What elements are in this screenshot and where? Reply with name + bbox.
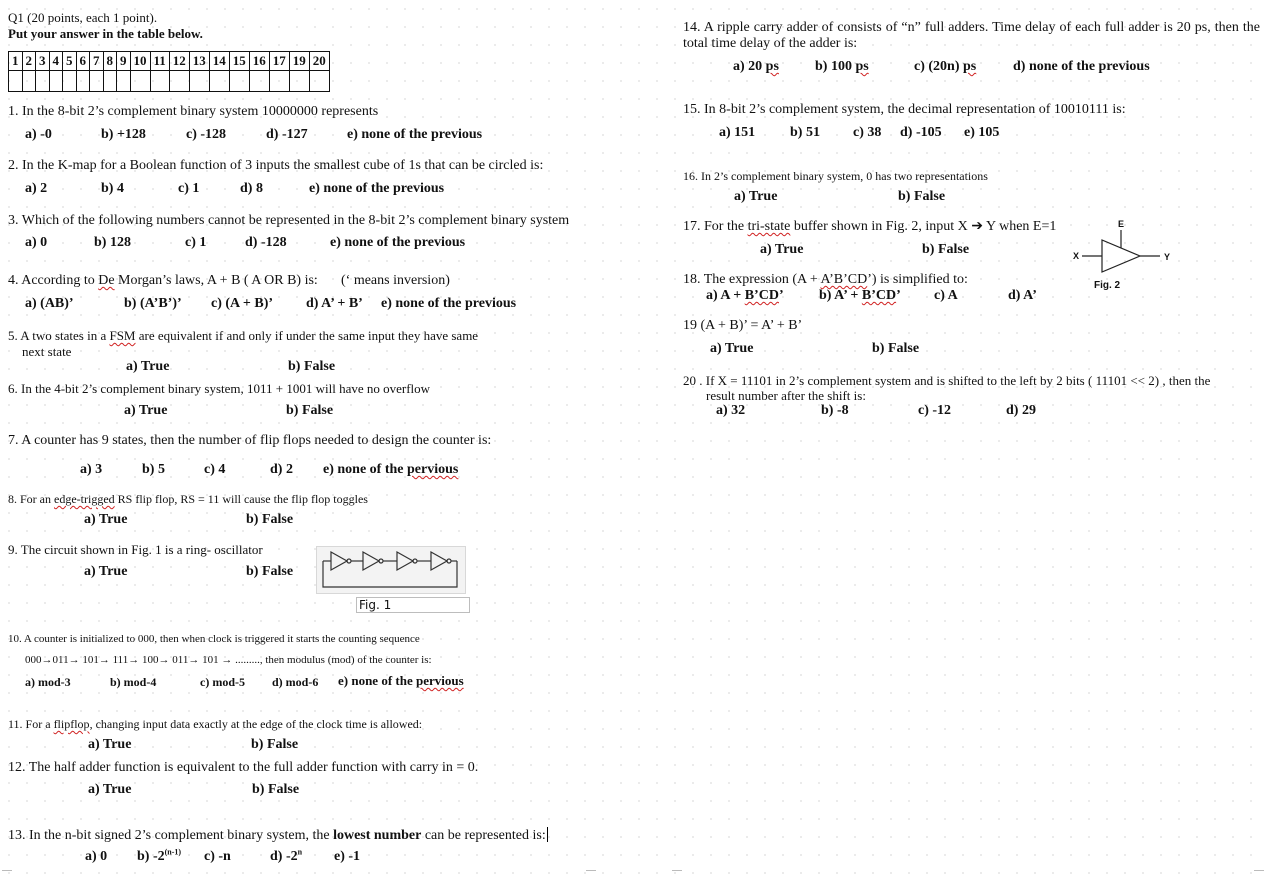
answer-cell[interactable] (229, 71, 249, 92)
answer-cell[interactable] (36, 71, 50, 92)
q10-option-a: a) mod-3 (25, 675, 71, 689)
question-18-text: 18. The expression (A + A’B’CD’) is simplified to: (683, 272, 968, 287)
question-13-text: 13. In the n-bit signed 2’s complement binary system, the lowest number can be represented is: (8, 828, 546, 843)
answer-table-header-cell: 14 (209, 52, 229, 71)
answer-table-header-cell: 1 (9, 52, 23, 71)
answer-table-header-cell: 15 (229, 52, 249, 71)
q5-option-a: a) True (126, 359, 170, 374)
q10-sequence: 000→011→ 101→ 111→ 100→ 011→ 101 → ........., then modulus (mod) of the counter is: (25, 654, 432, 666)
q14-option-a: a) 20 ps (733, 59, 779, 74)
q18-option-c: c) A (934, 288, 958, 303)
question-15-text: 15. In 8-bit 2’s complement system, the decimal representation of 10010111 is: (683, 102, 1126, 117)
question-20-text-cont: result number after the shift is: (706, 388, 866, 403)
q5-option-b: b) False (288, 359, 336, 374)
q10-option-c: c) mod-5 (200, 675, 245, 689)
question-7-text: 7. A counter has 9 states, then the number of flip flops needed to design the counter is: (8, 433, 492, 448)
q4-option-e: e) none of the previous (381, 296, 517, 311)
q8-option-b: b) False (246, 512, 294, 527)
q15-option-d: d) -105 (900, 125, 942, 140)
q15-option-e: e) 105 (964, 125, 1000, 140)
fig2-label-e: E (1118, 219, 1125, 229)
answer-table-header-cell: 16 (249, 52, 269, 71)
answer-table-header-cell: 13 (189, 52, 209, 71)
q12-option-b: b) False (252, 782, 300, 797)
answer-cell[interactable] (150, 71, 169, 92)
question-5-text: 5. A two states in a FSM are equivalent if and only if under the same input they have same (8, 328, 479, 343)
q6-option-b: b) False (286, 403, 334, 418)
q9-option-a: a) True (84, 564, 128, 579)
q7-option-a: a) 3 (80, 462, 103, 477)
answer-table (8, 51, 330, 92)
question-14-text: 14. A ripple carry adder of consists of “n” full adders. Time delay of each full adder is 20 ps, then the (683, 20, 1260, 35)
question-11-text: 11. For a flipflop, changing input data exactly at the edge of the clock time is allowed: (8, 717, 423, 731)
q2-option-d: d) 8 (240, 181, 263, 196)
question-16-text: 16. In 2’s complement binary system, 0 has two representations (683, 169, 988, 183)
q13-option-e: e) -1 (334, 849, 361, 864)
q17-option-b: b) False (922, 242, 970, 257)
q20-option-a: a) 32 (716, 403, 746, 418)
q15-option-a: a) 151 (719, 125, 756, 140)
q9-option-b: b) False (246, 564, 294, 579)
q1-option-b: b) +128 (101, 127, 146, 142)
fig2-label-x: X (1073, 251, 1080, 261)
q7-option-e: e) none of the pervious (323, 462, 459, 477)
q16-option-a: a) True (734, 189, 778, 204)
answer-table-header-cell: 4 (49, 52, 63, 71)
q14-option-c: c) (20n) ps (914, 59, 977, 74)
page-corner-mark (586, 870, 596, 875)
answer-cell[interactable] (76, 71, 90, 92)
fig2-label-y: Y (1164, 252, 1171, 262)
q16-option-b: b) False (898, 189, 946, 204)
question-9-text: 9. The circuit shown in Fig. 1 is a ring- oscillator (8, 542, 263, 557)
answer-table-header-cell: 20 (309, 52, 329, 71)
q2-option-a: a) 2 (25, 181, 48, 196)
q13-option-d: d) -2$^n$ (270, 847, 303, 864)
question-6-text: 6. In the 4-bit 2’s complement binary system, 1011 + 1001 will have no overflow (8, 381, 431, 396)
answer-table-header-cell: 17 (269, 52, 289, 71)
ring-oscillator-diagram (317, 547, 465, 593)
q10-option-e: e) none of the pervious (338, 673, 464, 688)
q1-option-d: d) -127 (266, 127, 308, 142)
question-1-text: 1. In the 8-bit 2’s complement binary system 10000000 represents (8, 104, 379, 119)
q18-option-d: d) A’ (1008, 288, 1037, 303)
question-20-text: 20 . If X = 11101 in 2’s complement system and is shifted to the left by 2 bits ( 11101 << 2) , then the (683, 373, 1211, 388)
fig2-caption: Fig. 2 (1094, 280, 1121, 291)
q19-option-a: a) True (710, 341, 754, 356)
answer-cell[interactable] (117, 71, 131, 92)
q10-option-b: b) mod-4 (110, 675, 157, 689)
q1-option-a: a) -0 (25, 127, 52, 142)
q1-option-c: c) -128 (186, 127, 227, 142)
answer-table-answer-row (9, 71, 330, 92)
q13-option-c: c) -n (204, 849, 231, 864)
answer-cell[interactable] (189, 71, 209, 92)
q7-option-d: d) 2 (270, 462, 293, 477)
q20-option-b: b) -8 (821, 403, 849, 418)
q8-option-a: a) True (84, 512, 128, 527)
q4-note: (‘ means inversion) (341, 273, 450, 288)
q17-option-a: a) True (760, 242, 804, 257)
instruction-text: Put your answer in the table below. (8, 26, 203, 41)
question-2-text: 2. In the K-map for a Boolean function of 3 inputs the smallest cube of 1s that can be circled is: (8, 158, 544, 173)
answer-cell[interactable] (249, 71, 269, 92)
answer-table-header-cell: 7 (90, 52, 104, 71)
question-19-text: 19 (A + B)’ = A’ + B’ (683, 318, 803, 333)
answer-table-header-row (9, 52, 330, 71)
figure-1-caption: Fig. 1 (356, 597, 470, 613)
answer-table-header-cell: 9 (117, 52, 131, 71)
question-heading: Q1 (20 points, each 1 point). (8, 10, 158, 25)
page-corner-mark (2, 870, 12, 875)
q4-option-b: b) (A’B’)’ (124, 296, 182, 311)
answer-cell[interactable] (103, 71, 117, 92)
answer-table-header-cell: 12 (169, 52, 189, 71)
q3-option-a: a) 0 (25, 235, 48, 250)
q4-option-a: a) (AB)’ (25, 296, 74, 311)
answer-table-header-cell: 5 (63, 52, 77, 71)
page-corner-mark (1254, 870, 1264, 875)
q12-option-a: a) True (88, 782, 132, 797)
question-3-text: 3. Which of the following numbers cannot be represented in the 8-bit 2’s complement binary system (8, 213, 570, 228)
answer-cell[interactable] (130, 71, 150, 92)
q3-option-b: b) 128 (94, 235, 131, 250)
page-corner-mark (672, 870, 682, 875)
figure-2-tristate-buffer (1068, 216, 1178, 294)
answer-cell[interactable] (209, 71, 229, 92)
q13-option-a: a) 0 (85, 849, 108, 864)
answer-cell[interactable] (90, 71, 104, 92)
question-5-text-cont: next state (22, 344, 72, 359)
q14-option-b: b) 100 ps (815, 59, 869, 74)
question-4-text: 4. According to De Morgan’s laws, A + B ( A OR B) is: (8, 273, 318, 288)
q3-option-d: d) -128 (245, 235, 287, 250)
figure-1-ring-oscillator (316, 546, 466, 594)
q13-option-b: b) -2$^{(n-1)}$ (137, 847, 182, 864)
q10-option-d: d) mod-6 (272, 675, 319, 689)
answer-cell[interactable] (9, 71, 23, 92)
q11-option-a: a) True (88, 737, 132, 752)
question-17-text: 17. For the tri-state buffer shown in Fig. 2, input X ➔ Y when E=1 (683, 219, 1057, 234)
q7-option-c: c) 4 (204, 462, 226, 477)
q1-option-e: e) none of the previous (347, 127, 483, 142)
answer-table-header-cell: 11 (150, 52, 169, 71)
answer-table-header-cell: 8 (103, 52, 117, 71)
q4-option-d: d) A’ + B’ (306, 296, 363, 311)
answer-table-header-cell: 2 (22, 52, 36, 71)
answer-table-header-cell: 19 (289, 52, 309, 71)
q15-option-b: b) 51 (790, 125, 820, 140)
answer-table-header-cell: 10 (130, 52, 150, 71)
q7-option-b: b) 5 (142, 462, 165, 477)
q2-option-c: c) 1 (178, 181, 200, 196)
answer-table-header-cell: 3 (36, 52, 50, 71)
q6-option-a: a) True (124, 403, 168, 418)
answer-cell[interactable] (22, 71, 36, 92)
q3-option-e: e) none of the previous (330, 235, 466, 250)
question-8-text: 8. For an edge-trigged RS flip flop, RS = 11 will cause the flip flop toggles (8, 492, 368, 506)
q3-option-c: c) 1 (185, 235, 207, 250)
q2-option-e: e) none of the previous (309, 181, 445, 196)
answer-cell[interactable] (269, 71, 289, 92)
q2-option-b: b) 4 (101, 181, 124, 196)
q11-option-b: b) False (251, 737, 299, 752)
q19-option-b: b) False (872, 341, 920, 356)
answer-cell[interactable] (289, 71, 309, 92)
question-14-text-cont: total time delay of the adder is: (683, 36, 858, 51)
answer-cell[interactable] (63, 71, 77, 92)
answer-cell[interactable] (309, 71, 329, 92)
question-12-text: 12. The half adder function is equivalent to the full adder function with carry in = 0. (8, 760, 479, 775)
q20-option-d: d) 29 (1006, 403, 1036, 418)
q15-option-c: c) 38 (853, 125, 882, 140)
q18-option-a: a) A + B’CD’ (706, 288, 784, 303)
text-cursor (547, 827, 548, 842)
answer-table-header-cell: 6 (76, 52, 90, 71)
answer-cell[interactable] (49, 71, 63, 92)
q14-option-d: d) none of the previous (1013, 59, 1150, 74)
answer-cell[interactable] (169, 71, 189, 92)
q4-option-c: c) (A + B)’ (211, 296, 274, 311)
q18-option-b: b) A’ + B’CD’ (819, 288, 901, 303)
question-10-text: 10. A counter is initialized to 000, then when clock is triggered it starts the counting sequence (8, 633, 420, 645)
q20-option-c: c) -12 (918, 403, 952, 418)
